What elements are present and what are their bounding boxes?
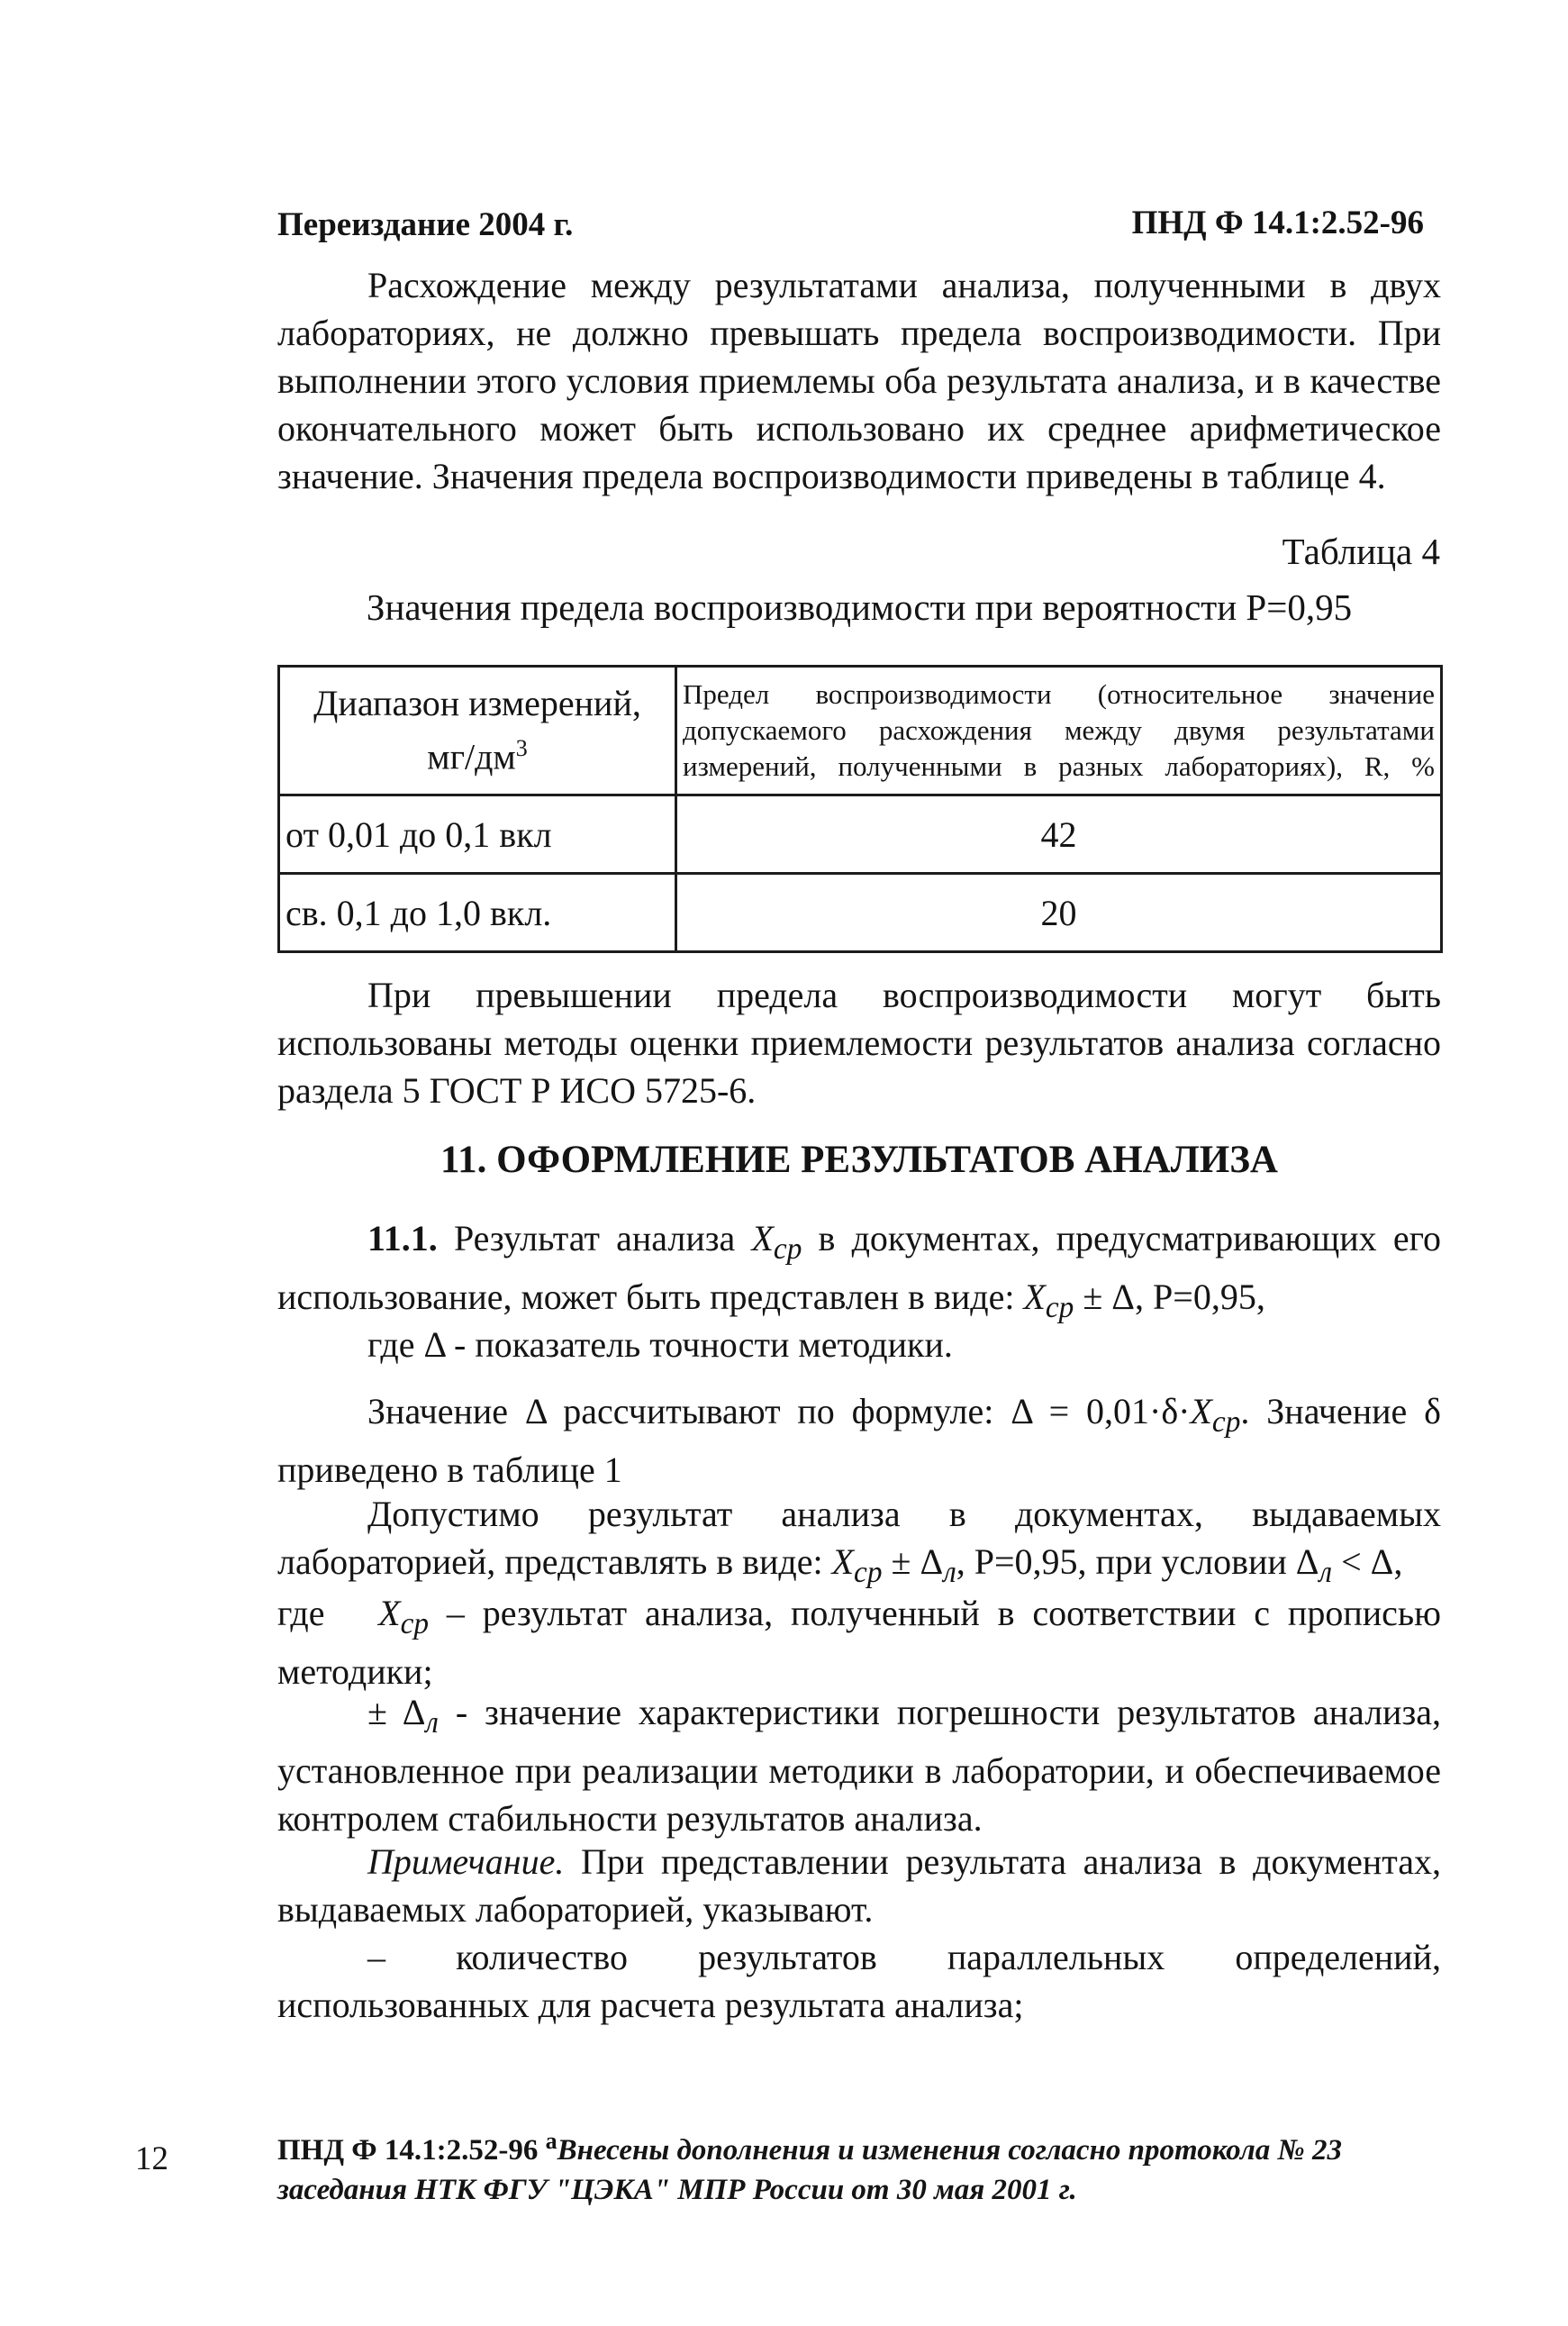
table-row [279, 795, 1442, 874]
clause-number: 11.1. [367, 1218, 438, 1258]
range-cell: св. 0,1 до 1,0 вкл. [279, 874, 676, 952]
paragraph-lab-representation: Допустимо результат анализа в документах, выдаваемых лабораторией, представлять в виде: $X_{ср} \pm \Delta_л$, P=0,95, при условии $\Delta_л < \Delta$, [277, 1494, 1441, 1589]
table-label: Таблица 4 [1282, 531, 1440, 572]
paragraph-11-1: 11.1. Результат анализа $X_{ср}$ в документах, предусматривающих его использование, может быть представлен в виде: $X_{ср} \pm \Delta$, P=0,95, [277, 1218, 1442, 1324]
section-title: 11. ОФОРМЛЕНИЕ РЕЗУЛЬТАТОВ АНАЛИЗА [440, 1139, 1278, 1181]
document-code: ПНД Ф 14.1:2.52-96 [1131, 204, 1424, 241]
value-cell: 42 [676, 795, 1442, 874]
paragraph-reproducibility: Расхождение между результатами анализа, полученными в двух лабораториях, не должно превышать предела воспроизводимости. При выполнении этого условия приемлемы оба результата анализа, и в качестве окончательного может быть использовано их среднее арифметическое значение. Значения предела воспроизводимости приведены в таблице 4. [277, 265, 1441, 496]
note-list-item: – количество результатов параллельных определений, использованных для расчета результата анализа; [277, 1937, 1441, 2025]
reprint-note: Переиздание 2004 г. [277, 206, 574, 243]
note-label: Примечание. [367, 1841, 565, 1882]
paragraph-exceed-limit: При превышении предела воспроизводимости могут быть использованы методы оценки приемлемости результатов анализа согласно раздела 5 ГОСТ Р ИСО 5725-6. [277, 975, 1441, 1111]
paragraph-delta-formula: Значение Δ рассчитывают по формуле: $\Delta = 0,01\cdot\delta\cdot X_{ср}$. Значение δ приведено в таблице 1 [277, 1391, 1441, 1490]
note-paragraph: Примечание. При представлении результата анализа в документах, выдаваемых лабораторией, указывают. [277, 1841, 1441, 1930]
header-measurement-range: Диапазон измерений, $мг/дм^3$ [279, 667, 676, 795]
paragraph-where-x: где $X_{ср}$ – результат анализа, полученный в соответствии с прописью методики; [277, 1593, 1442, 1692]
value-cell: 20 [676, 874, 1442, 952]
paragraph-delta-definition: где Δ - показатель точности методики. [367, 1324, 953, 1365]
footnote: ПНД Ф 14.1:2.52-96 $^а$Внесены дополнения и изменения согласно протокола № 23 заседания НТК ФГУ "ЦЭКА" МПР России от 30 мая 2001 г. [277, 2128, 1342, 2206]
table-row [279, 874, 1442, 952]
table-header-row [279, 667, 1442, 795]
page-number: 12 [135, 2140, 168, 2177]
table-caption: Значения предела воспроизводимости при вероятности P=0,95 [366, 586, 1353, 628]
range-cell: от 0,01 до 0,1 вкл [279, 795, 676, 874]
header-reproducibility-limit: Предел воспроизводимости (относительное значение допускаемого расхождения между двумя результатами измерений, полученными в разных лабораториях), R, % [676, 667, 1442, 795]
paragraph-error-characteristic: ± $\Delta_л$ - значение характеристики погрешности результатов анализа, установленное при реализации методики в лаборатории, и обеспечиваемое контролем стабильности результатов анализа. [277, 1692, 1442, 1839]
reproducibility-table [277, 665, 1443, 953]
